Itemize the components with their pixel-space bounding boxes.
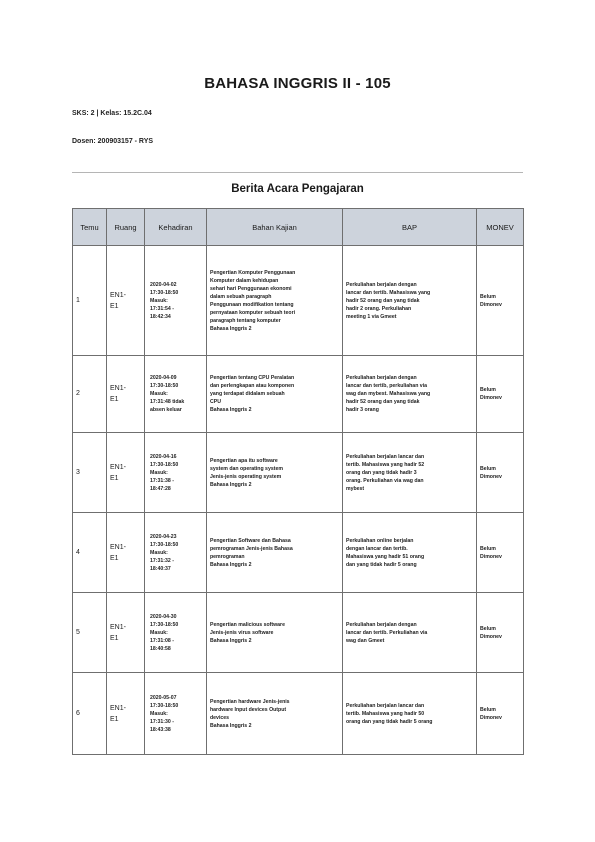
cell-ruang: EN1- E1: [107, 246, 145, 356]
cell-temu: 3: [73, 433, 107, 513]
table-row: [73, 593, 524, 673]
cell-ruang: EN1- E1: [107, 593, 145, 673]
cell-kehadiran: 2020-04-23 17:30-18:50 Masuk: 17:31:32 - 18:40:37: [145, 513, 207, 593]
cell-monev: Belum Dimonev: [477, 433, 524, 513]
cell-bahan-kajian: Pengertian apa itu software system dan operating system Jenis-jenis operating system Bahasa Inggris 2: [207, 433, 343, 513]
table-row: [73, 356, 524, 433]
cell-ruang: EN1- E1: [107, 433, 145, 513]
cell-monev: Belum Dimonev: [477, 673, 524, 755]
divider: [72, 172, 523, 173]
section-title: Berita Acara Pengajaran: [231, 183, 364, 195]
cell-bahan-kajian: Pengertian Komputer Penggunaan Komputer dalam kehidupan sehari hari Penggunaan ekonomi dalam sebuah paragraph Penggunaan modifikation tentang pernyataan komputer sebuah teori paragraph tentang komputer Bahasa Inggris 2: [207, 246, 343, 356]
cell-monev: Belum Dimonev: [477, 593, 524, 673]
cell-bahan-kajian: Pengertian Software dan Bahasa pemrograman Jenis-jenis Bahasa pemrograman Bahasa Inggris 2: [207, 513, 343, 593]
header-bahan-kajian: Bahan Kajian: [207, 209, 343, 246]
cell-monev: Belum Dimonev: [477, 246, 524, 356]
table-row: [73, 673, 524, 755]
cell-monev: Belum Dimonev: [477, 356, 524, 433]
table-row: [73, 513, 524, 593]
cell-kehadiran: 2020-04-30 17:30-18:50 Masuk: 17:31:08 - 18:40:58: [145, 593, 207, 673]
header-ruang: Ruang: [107, 209, 145, 246]
cell-bap: Perkuliahan berjalan lancar dan tertib. Mahasiswa yang hadir 52 orang dan yang tidak hadir 3 orang. Perkuliahan via wag dan mybest: [343, 433, 477, 513]
cell-ruang: EN1- E1: [107, 673, 145, 755]
header-temu: Temu: [73, 209, 107, 246]
cell-bap: Perkuliahan berjalan dengan lancar dan tertib, perkuliahan via wag dan mybest. Mahasiswa yang hadir 52 orang dan yang tidak hadir 3 orang: [343, 356, 477, 433]
header-monev: MONEV: [477, 209, 524, 246]
cell-temu: 6: [73, 673, 107, 755]
cell-kehadiran: 2020-04-02 17:30-18:50 Masuk: 17:31:54 - 18:42:34: [145, 246, 207, 356]
table-row: [73, 433, 524, 513]
header-bap: BAP: [343, 209, 477, 246]
cell-bap: Perkuliahan berjalan lancar dan tertib. Mahasiswa yang hadir 50 orang dan yang tidak hadir 5 orang: [343, 673, 477, 755]
header-kehadiran: Kehadiran: [145, 209, 207, 246]
cell-bahan-kajian: Pengertian tentang CPU Peralatan dan perlengkapan atau komponen yang terdapat didalam sebuah CPU Bahasa Inggris 2: [207, 356, 343, 433]
cell-temu: 4: [73, 513, 107, 593]
cell-temu: 2: [73, 356, 107, 433]
cell-bahan-kajian: Pengertian malicious software Jenis-jenis virus software Bahasa Inggris 2: [207, 593, 343, 673]
cell-bahan-kajian: Pengertian hardware Jenis-jenis hardware Input devices Output devices Bahasa Inggris 2: [207, 673, 343, 755]
cell-temu: 5: [73, 593, 107, 673]
cell-bap: Perkuliahan berjalan dengan lancar dan tertib. Mahasiswa yang hadir 52 orang dan yang tidak hadir 2 orang. Perkuliahan meeting 1 via Gmeet: [343, 246, 477, 356]
cell-bap: Perkuliahan online berjalan dengan lancar dan tertib. Mahasiswa yang hadir 51 orang dan yang tidak hadir 5 orang: [343, 513, 477, 593]
sks-kelas-info: SKS: 2 | Kelas: 15.2C.04: [72, 110, 152, 117]
bap-table: [72, 208, 524, 755]
cell-ruang: EN1- E1: [107, 356, 145, 433]
cell-bap: Perkuliahan berjalan dengan lancar dan tertib. Perkuliahan via wag dan Gmeet: [343, 593, 477, 673]
cell-kehadiran: 2020-05-07 17:30-18:50 Masuk: 17:31:30 - 18:43:38: [145, 673, 207, 755]
cell-kehadiran: 2020-04-16 17:30-18:50 Masuk: 17:31:38 - 18:47:28: [145, 433, 207, 513]
page-title: BAHASA INGGRIS II - 105: [204, 75, 391, 92]
table-row: [73, 246, 524, 356]
cell-ruang: EN1- E1: [107, 513, 145, 593]
cell-monev: Belum Dimonev: [477, 513, 524, 593]
dosen-info: Dosen: 200903157 - RYS: [72, 138, 154, 145]
cell-kehadiran: 2020-04-09 17:30-18:50 Masuk: 17:31:48 tidak absen keluar: [145, 356, 207, 433]
cell-temu: 1: [73, 246, 107, 356]
table-header-row: [73, 209, 524, 246]
